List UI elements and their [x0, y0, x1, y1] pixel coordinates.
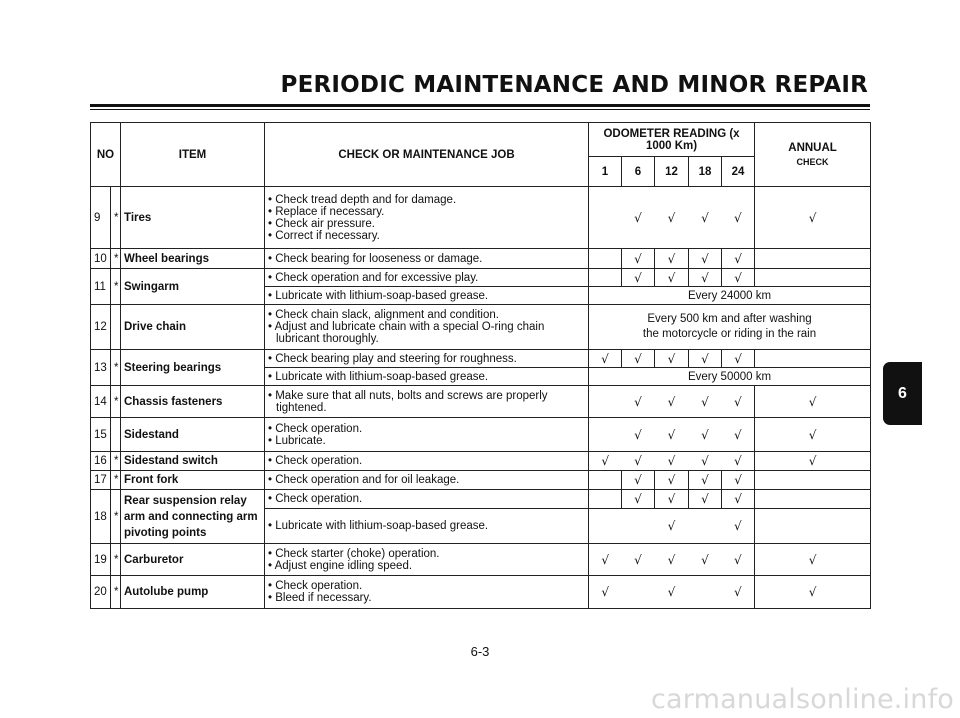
check-mark: √ [589, 576, 622, 609]
header-km-1: 1 [589, 157, 622, 187]
table-row [91, 544, 871, 576]
table-row [91, 576, 871, 609]
row-number: 10 [91, 249, 111, 269]
check-mark: √ [655, 452, 689, 471]
item-name: Steering bearings [121, 350, 265, 386]
header-annual-label: ANNUAL [788, 141, 837, 154]
check-mark [755, 350, 871, 368]
interval-note: Every 24000 km [589, 287, 871, 305]
check-mark: √ [655, 350, 689, 368]
job-cell: • Check bearing for looseness or damage. [265, 249, 589, 269]
check-mark: √ [622, 471, 655, 490]
row-star: * [111, 452, 121, 471]
check-mark: √ [655, 187, 689, 249]
check-mark: √ [722, 471, 755, 490]
row-star: * [111, 350, 121, 386]
check-mark: √ [622, 452, 655, 471]
item-name: Drive chain [121, 305, 265, 350]
row-star: * [111, 576, 121, 609]
row-star: * [111, 269, 121, 305]
job-cell: • Check operation and for oil leakage. [265, 471, 589, 490]
job-line: • Adjust and lubricate chain with a special O-ring chain lubricant thoroughly. [268, 321, 545, 345]
page-number: 6-3 [470, 644, 490, 659]
row-number: 13 [91, 350, 111, 386]
item-name: Carburetor [121, 544, 265, 576]
check-mark: √ [655, 249, 689, 269]
row-star: * [111, 386, 121, 418]
header-annual [755, 123, 871, 187]
check-mark [755, 509, 871, 544]
row-star: * [111, 249, 121, 269]
job-cell: • Lubricate with lithium-soap-based grease. [265, 509, 589, 544]
check-mark: √ [589, 452, 622, 471]
job-line: • Check tread depth and for damage. [268, 193, 457, 206]
check-mark: √ [622, 249, 655, 269]
row-star: * [111, 544, 121, 576]
row-number: 16 [91, 452, 111, 471]
table-row [91, 350, 871, 368]
check-mark [589, 249, 622, 269]
row-number: 18 [91, 490, 111, 544]
check-mark [589, 509, 622, 544]
row-star [111, 305, 121, 350]
check-mark: √ [655, 471, 689, 490]
check-mark: √ [755, 386, 871, 418]
check-mark: √ [589, 350, 622, 368]
header-odometer: ODOMETER READING (x 1000 Km) [589, 123, 755, 157]
table-row [91, 452, 871, 471]
item-name: Sidestand [121, 418, 265, 452]
check-mark: √ [622, 386, 655, 418]
check-mark [755, 269, 871, 287]
item-name: Rear suspension relay arm and connecting arm pivoting points [121, 490, 265, 544]
check-mark: √ [689, 269, 722, 287]
check-mark: √ [689, 187, 722, 249]
item-name: Wheel bearings [121, 249, 265, 269]
title-rule-thick [90, 104, 870, 107]
item-name: Front fork [121, 471, 265, 490]
item-name: Sidestand switch [121, 452, 265, 471]
check-mark: √ [622, 187, 655, 249]
check-mark [689, 509, 722, 544]
job-line: • Make sure that all nuts, bolts and screws are properly tightened. [268, 389, 548, 414]
check-mark: √ [655, 269, 689, 287]
check-mark: √ [655, 386, 689, 418]
check-mark [622, 576, 655, 609]
row-star: * [111, 187, 121, 249]
row-number: 12 [91, 305, 111, 350]
check-mark: √ [655, 576, 689, 609]
job-cell: • Check operation. [265, 452, 589, 471]
check-mark: √ [689, 249, 722, 269]
item-name: Swingarm [121, 269, 265, 305]
check-mark [589, 418, 622, 452]
header-item: ITEM [121, 123, 265, 187]
check-mark: √ [655, 418, 689, 452]
interval-note: Every 50000 km [589, 368, 871, 386]
check-mark: √ [622, 544, 655, 576]
check-mark: √ [655, 544, 689, 576]
row-number: 20 [91, 576, 111, 609]
row-number: 15 [91, 418, 111, 452]
check-mark: √ [689, 418, 722, 452]
table-row [91, 269, 871, 287]
check-mark: √ [722, 187, 755, 249]
row-number: 19 [91, 544, 111, 576]
check-mark: √ [689, 471, 722, 490]
table-row [91, 490, 871, 509]
check-mark: √ [689, 544, 722, 576]
check-mark: √ [722, 269, 755, 287]
check-mark: √ [689, 490, 722, 509]
header-annual-sub: CHECK [796, 156, 829, 167]
job-line: • Check air pressure. [268, 217, 375, 230]
check-mark [755, 471, 871, 490]
check-mark: √ [722, 576, 755, 609]
note-line: Every 500 km and after washing [647, 313, 812, 325]
check-mark: √ [722, 509, 755, 544]
job-line: • Lubricate. [268, 434, 326, 447]
row-number: 17 [91, 471, 111, 490]
check-mark: √ [722, 350, 755, 368]
check-mark [755, 490, 871, 509]
job-line: • Check operation. [268, 422, 363, 435]
header-km-18: 18 [689, 157, 722, 187]
header-km-24: 24 [722, 157, 755, 187]
row-number: 11 [91, 269, 111, 305]
table-row [91, 249, 871, 269]
check-mark: √ [755, 452, 871, 471]
job-cell: • Check operation. [265, 490, 589, 509]
note-line: the motorcycle or riding in the rain [642, 328, 817, 340]
check-mark [622, 509, 655, 544]
table-row [91, 471, 871, 490]
header-km-12: 12 [655, 157, 689, 187]
job-line: • Check starter (choke) operation. [268, 547, 440, 560]
check-mark: √ [689, 452, 722, 471]
check-mark [589, 386, 622, 418]
title-rule-thin [90, 109, 870, 110]
check-mark: √ [722, 490, 755, 509]
job-cell: • Check operation and for excessive play. [265, 269, 589, 287]
check-mark: √ [689, 386, 722, 418]
table-row [91, 305, 871, 350]
watermark: carmanualsonline.info [651, 684, 954, 715]
check-mark [755, 249, 871, 269]
section-tab: 6 [883, 362, 922, 425]
job-cell: • Lubricate with lithium-soap-based grease. [265, 287, 589, 305]
item-name: Tires [121, 187, 265, 249]
row-star: * [111, 490, 121, 544]
job-cell [265, 418, 589, 452]
check-mark: √ [722, 544, 755, 576]
check-mark: √ [622, 418, 655, 452]
maintenance-table [90, 122, 871, 609]
job-cell [265, 187, 589, 249]
job-cell [265, 386, 589, 418]
page-title: PERIODIC MAINTENANCE AND MINOR REPAIR [280, 72, 868, 98]
check-mark [689, 576, 722, 609]
item-name: Chassis fasteners [121, 386, 265, 418]
table-row [91, 418, 871, 452]
job-line: • Replace if necessary. [268, 205, 385, 218]
check-mark: √ [755, 187, 871, 249]
table-row [91, 187, 871, 249]
check-mark: √ [589, 544, 622, 576]
check-mark: √ [622, 490, 655, 509]
check-mark: √ [689, 350, 722, 368]
check-mark [589, 269, 622, 287]
job-cell: • Lubricate with lithium-soap-based grease. [265, 368, 589, 386]
check-mark: √ [622, 269, 655, 287]
job-line: • Adjust engine idling speed. [268, 559, 413, 572]
check-mark: √ [722, 418, 755, 452]
row-number: 14 [91, 386, 111, 418]
table-row [91, 386, 871, 418]
header-job: CHECK OR MAINTENANCE JOB [265, 123, 589, 187]
job-line: • Correct if necessary. [268, 229, 380, 242]
job-cell [265, 544, 589, 576]
row-number: 9 [91, 187, 111, 249]
header-no: NO [91, 123, 121, 187]
job-cell [265, 305, 589, 350]
item-name: Autolube pump [121, 576, 265, 609]
check-mark: √ [755, 544, 871, 576]
job-cell [265, 576, 589, 609]
job-line: • Check chain slack, alignment and condition. [268, 309, 499, 321]
row-star: * [111, 471, 121, 490]
check-mark [589, 187, 622, 249]
job-line: • Check operation. [268, 580, 363, 592]
check-mark: √ [722, 452, 755, 471]
check-mark: √ [722, 249, 755, 269]
check-mark: √ [655, 490, 689, 509]
job-cell: • Check bearing play and steering for roughness. [265, 350, 589, 368]
check-mark: √ [622, 350, 655, 368]
interval-note [589, 305, 871, 350]
check-mark: √ [655, 509, 689, 544]
check-mark [589, 471, 622, 490]
row-star [111, 418, 121, 452]
check-mark: √ [755, 418, 871, 452]
header-km-6: 6 [622, 157, 655, 187]
job-line: • Bleed if necessary. [268, 592, 372, 604]
check-mark [589, 490, 622, 509]
check-mark: √ [722, 386, 755, 418]
check-mark: √ [755, 576, 871, 609]
